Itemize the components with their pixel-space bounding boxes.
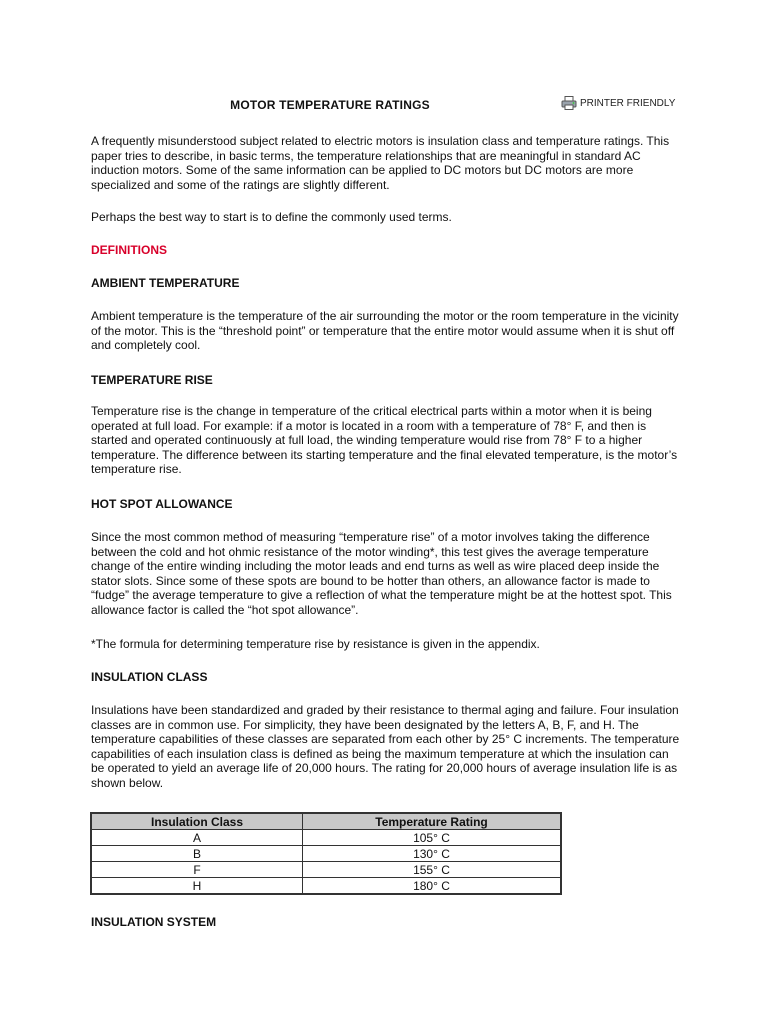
table-cell-class: A bbox=[91, 830, 303, 846]
table-header-rating: Temperature Rating bbox=[303, 813, 562, 830]
insulation-text: Insulations have been standardized and graded by their resistance to thermal aging and failure. Four insulation classes are in common use. For simplicity, they have been designated by the letters A, B, F, and H. The temperature capabilities of these classes are separated from each other by 25° C increments. The temperature capabilities of each insulation class is defined as being the maximum temperature at which the insulation can be operated to yield an average life of 20,000 hours. The rating for 20,000 hours of average insulation life is as shown below. bbox=[91, 703, 680, 790]
ambient-heading: AMBIENT TEMPERATURE bbox=[91, 276, 240, 290]
system-heading: INSULATION SYSTEM bbox=[91, 915, 217, 929]
table-cell-rating: 130° C bbox=[303, 846, 562, 862]
table-row bbox=[91, 862, 561, 878]
printer-friendly-link[interactable] bbox=[561, 96, 675, 110]
rise-heading: TEMPERATURE RISE bbox=[91, 373, 213, 387]
table-cell-class: F bbox=[91, 862, 303, 878]
insulation-heading: INSULATION CLASS bbox=[91, 670, 208, 684]
table-cell-rating: 105° C bbox=[303, 830, 562, 846]
table-cell-class: H bbox=[91, 878, 303, 895]
table-row bbox=[91, 878, 561, 895]
intro-paragraph-2: Perhaps the best way to start is to define the commonly used terms. bbox=[91, 210, 452, 224]
table-cell-rating: 155° C bbox=[303, 862, 562, 878]
page-title: MOTOR TEMPERATURE RATINGS bbox=[230, 98, 430, 112]
intro-paragraph: A frequently misunderstood subject related to electric motors is insulation class and temperature ratings. This paper tries to describe, in basic terms, the temperature relationships that are meaningful in standard AC induction motors. Some of the same information can be applied to DC motors but DC motors are more specialized and some of the ratings are slightly different. bbox=[91, 134, 670, 192]
table-cell-rating: 180° C bbox=[303, 878, 562, 895]
printer-icon bbox=[561, 96, 577, 110]
table-cell-class: B bbox=[91, 846, 303, 862]
ambient-text: Ambient temperature is the temperature of the air surrounding the motor or the room temperature in the vicinity of the motor. This is the “threshold point” or temperature that the entire motor would assume when it is shut off and completely cool. bbox=[91, 309, 679, 353]
insulation-table bbox=[90, 812, 562, 895]
hotspot-text: Since the most common method of measuring “temperature rise” of a motor involves taking the difference between the cold and hot ohmic resistance of the motor winding*, this test gives the average temperature change of the entire winding including the motor leads and end turns as well as wire placed deep inside the stator slots. Since some of these spots are bound to be hotter than others, an allowance factor is made to “fudge” the average temperature to give a reflection of what the temperature might be at the hottest spot. This allowance factor is called the “hot spot allowance”. bbox=[91, 530, 672, 617]
table-header-class: Insulation Class bbox=[91, 813, 303, 830]
hotspot-heading: HOT SPOT ALLOWANCE bbox=[91, 497, 233, 511]
hotspot-footnote: *The formula for determining temperature rise by resistance is given in the appendix. bbox=[91, 637, 540, 651]
definitions-heading: DEFINITIONS bbox=[91, 243, 168, 257]
table-row bbox=[91, 830, 561, 846]
rise-text: Temperature rise is the change in temperature of the critical electrical parts within a motor when it is being operated at full load. For example: if a motor is located in a room with a temperature of 78° F, and then is started and operated continuously at full load, the winding temperature would rise from 78° F to a higher temperature. The difference between its starting temperature and the final elevated temperature, is the motor’s temperature rise. bbox=[91, 404, 678, 477]
table-row bbox=[91, 846, 561, 862]
printer-friendly-label: PRINTER FRIENDLY bbox=[580, 97, 676, 109]
table-header-row bbox=[91, 813, 561, 830]
